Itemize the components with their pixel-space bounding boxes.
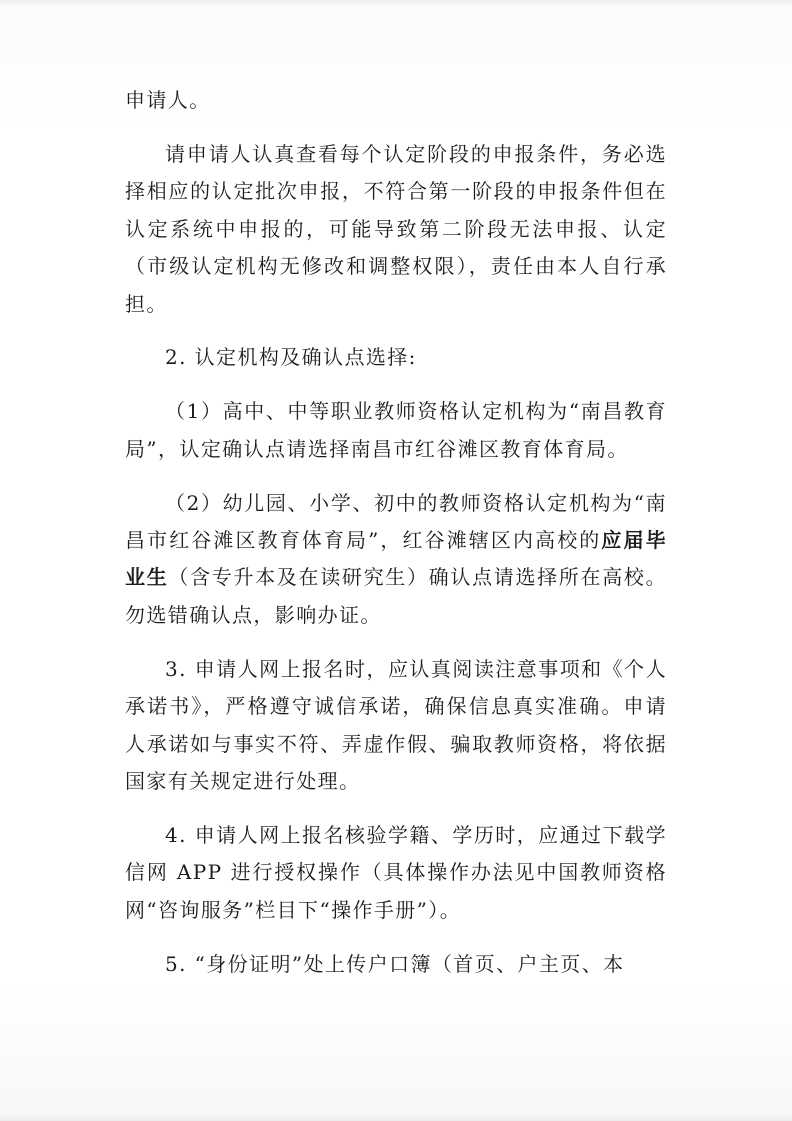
scan-shadow-bottom <box>0 1115 792 1121</box>
paragraph-item-2 <box>125 485 667 635</box>
section-5-paragraph: 5. “身份证明”处上传户口簿（首页、户主页、本 <box>165 951 625 976</box>
section-4-paragraph: 4. 申请人网上报名核验学籍、学历时，应通过下载学信网 APP 进行授权操作（具体操作办法见中国教师资格网“咨询服务”栏目下“操作手册”）。 <box>125 822 667 922</box>
section-3-paragraph: 3. 申请人网上报名时，应认真阅读注意事项和《个人承诺书》，严格遵守诚信承诺，确保信息真实准确。申请人承诺如与事实不符、弄虚作假、骗取教师资格，将依据国家有关规定进行处理。 <box>125 656 667 793</box>
paragraph-item-1: （1）高中、中等职业教师资格认定机构为“南昌教育局”，认定确认点请选择南昌市红谷滩区教育体育局。 <box>125 399 667 461</box>
document-body <box>125 82 667 1000</box>
scan-shadow-top <box>0 0 792 6</box>
paragraph-item-2-before: （2）幼儿园、小学、初中的教师资格认定机构为“南昌市红谷滩区教育体育局”，红谷滩辖区内高校的 <box>125 490 667 553</box>
paragraph-stage-notice: 请申请人认真查看每个认定阶段的申报条件，务必选择相应的认定批次申报，不符合第一阶段的申报条件但在认定系统中申报的，可能导致第二阶段无法申报、认定（市级认定机构无修改和调整权限），责任由本人自行承担。 <box>125 141 667 316</box>
paragraph-continuation: 申请人。 <box>125 88 211 112</box>
section-heading-2: 2. 认定机构及确认点选择: <box>165 345 417 370</box>
paragraph-item-2-bold: 应届毕业生 <box>125 528 668 590</box>
paragraph-item-2-after: （含专升本及在读研究生）确认点请选择所在高校。勿选错确认点，影响办证。 <box>125 565 667 627</box>
